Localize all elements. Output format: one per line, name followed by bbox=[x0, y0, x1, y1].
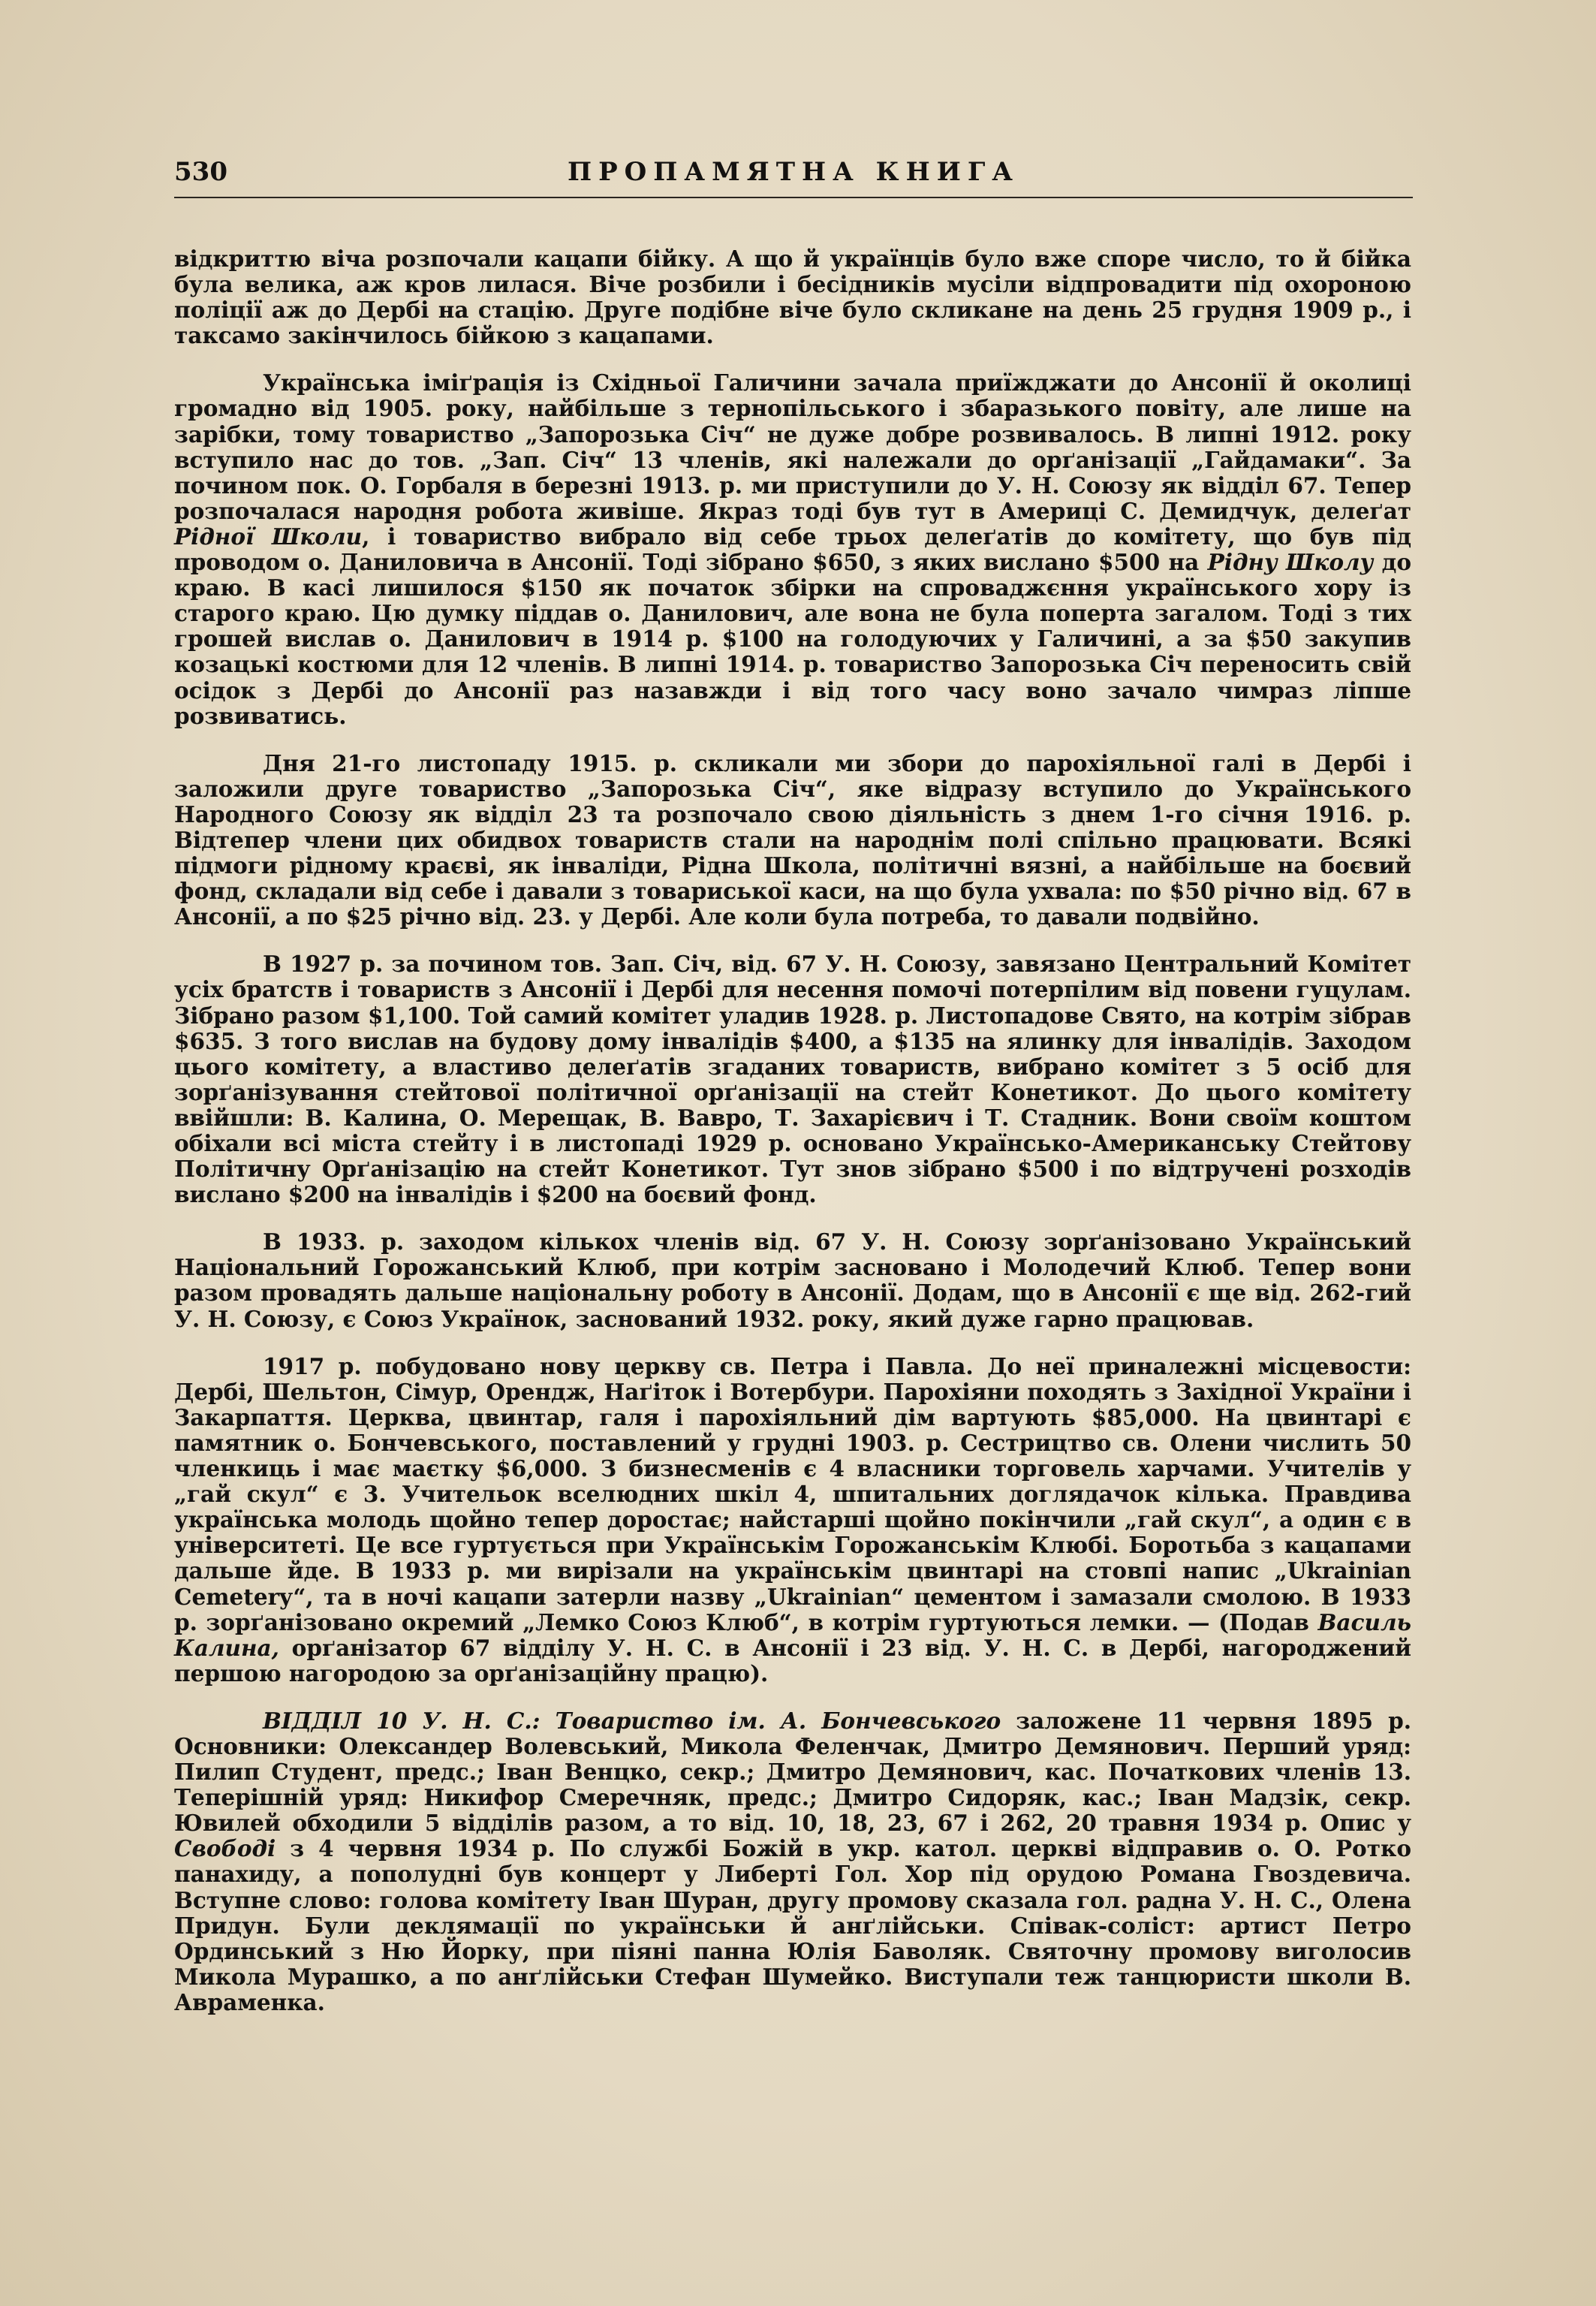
paragraph bbox=[174, 1354, 1411, 1687]
text-run: орґанізатор 67 відділу У. Н. С. в Ансонії і 23 від. У. Н. С. в Дербі, нагороджений першою нагородою за орґанізаційну працю). bbox=[174, 1634, 1411, 1687]
paragraph bbox=[174, 370, 1411, 728]
page-number: 530 bbox=[174, 157, 227, 187]
paragraph bbox=[174, 951, 1411, 1207]
paragraph bbox=[174, 1708, 1411, 2015]
text-run: Дня 21-го листопаду 1915. р. скликали ми збори до парохіяльної галі в Дербі і заложили друге товариство „Запорозька Січ“, яке відразу вступило до Українського Народного Союзу як відділ 23 та розпочало свою діяльність з днем 1-го січня 1916. р. Відтепер члени цих обидвох товариств стали на народнім полі спільно працювати. Всякі підмоги рідному краєві, як інваліди, Рідна Школа, політичні вязні, а найбільше на боєвий фонд, складали від себе і давали з товариської каси, на що була ухвала: по $50 річно від. 67 в Ансонії, а по $25 річно від. 23. у Дербі. Але коли була потреба, то давали подвійно. bbox=[174, 749, 1411, 930]
italic-text: Рідну Школу bbox=[1207, 549, 1374, 576]
paragraph bbox=[174, 1229, 1411, 1331]
text-run: 1917 р. побудовано нову церкву св. Петра і Павла. До неї приналежні місцевости: Дербі, Шельтон, Сімур, Орендж, Наґіток і Вотербури. Парохіяни походять з Західної України і Закарпаття. Церква, цвинтар, галя і парохіяльний дім вартують $85,000. На цвинтарі є памятник о. Бончевського, поставлений у грудні 1903. р. Сестрицтво св. Олени числить 50 членкиць і має маєтку $6,000. З бизнесменів є 4 власники торговель харчами. Учителів у „гай скул“ є 3. Учительок вселюдних шкіл 4, шпитальних доглядачок кілька. Правдива українська молодь щойно тепер доростає; найстарші щойно покінчили „гай скул“, а один є в університеті. Це все гуртується при Українськім Горожанськім Клюбі. Боротьба з кацапами дальше йде. В 1933 р. ми вирізали на українськім цвинтарі на стовпі напис „Ukrainian Cemetery“, та в ночі кацапи затерли назву „Ukrainian“ цементом і замазали смолою. В 1933 р. зорґанізовано окремий „Лемко Союз Клюб“, в котрім гуртуються лемки. — (Подав bbox=[174, 1352, 1411, 1635]
italic-text: ВІДДІЛ 10 У. Н. С.: Товариство ім. А. Бончевського bbox=[263, 1707, 1001, 1734]
text-run: , і товариство вибрало від себе трьох делеґатів до комітету, що був під проводом о. Даниловича в Ансонії. Тоді зібрано $650, з яких вислано $500 на bbox=[174, 523, 1411, 576]
running-title: ПРОПАМЯТНА КНИГА bbox=[567, 157, 1019, 187]
italic-text: Свободі bbox=[174, 1835, 276, 1862]
page-header bbox=[174, 152, 1413, 191]
italic-text: Рідної Школи bbox=[174, 523, 363, 550]
text-run: до краю. В касі лишилося $150 як початок збірки на спроваджєння українського хору із старого краю. Цю думку піддав о. Данилович, але вона не була поперта загалом. Тоді з тих грошей вислав о. Данилович в 1914 р. $100 на голодуючих у Галичині, а за $50 закупив козацькі костюми для 12 членів. В липні 1914. р. товариство Запорозька Січ переносить свій осідок з Дербі до Ансонії раз назавжди і від того часу воно зачало чимраз ліпше розвиватись. bbox=[174, 549, 1412, 729]
header-divider bbox=[174, 197, 1413, 198]
text-run: Українська іміґрація із Східньої Галичини зачала приїжджати до Ансонії й околиці громадно від 1905. року, найбільше з тернопільського і збаразького повіту, але лише на зарібки, тому товариство „Запорозька Січ“ не дуже добре розвивалось. В липні 1912. року вступило нас до тов. „Зап. Січ“ 13 членів, які належали до орґанізації „Гайдамаки“. За почином пок. О. Горбаля в березні 1913. р. ми приступили до У. Н. Союзу як відділ 67. Тепер розпочалася народня робота живіше. Якраз тоді був тут в Америці С. Демидчук, делеґат bbox=[174, 369, 1411, 524]
paragraph bbox=[174, 246, 1411, 348]
body-text bbox=[174, 246, 1411, 2037]
text-run: В 1933. р. заходом кількох членів від. 67 У. Н. Союзу зорґанізовано Український Національний Горожанський Клюб, при котрім засновано і Молодечий Клюб. Тепер вони разом провадять дальше національну роботу в Ансонії. Додам, що в Ансонії є ще від. 262-гий У. Н. Союзу, є Союз Українок, заснований 1932. року, який дуже гарно працював. bbox=[174, 1228, 1411, 1332]
italic-text: Василь Калина, bbox=[174, 1608, 1411, 1661]
text-run: відкриттю віча розпочали кацапи бійку. А що й українців було вже споре число, то й бійка була велика, аж кров лилася. Віче розбили і бесідників мусіли відпровадити під охороною поліції аж до Дербі на стацію. Друге подібне віче було скликане на день 25 грудня 1909 р., і таксамо закінчилось бійкою з кацапами. bbox=[174, 246, 1411, 349]
text-run: з 4 червня 1934 р. По службі Божій в укр. катол. церкві відправив о. О. Ротко панахиду, а пополудні був концерт у Либерті Гол. Хор під орудою Романа Гвоздевича. Вступне слово: голова комітету Іван Шуран, другу промову сказала гол. радна У. Н. С., Олена Придун. Були деклямації по українськи й анґлійськи. Співак-соліст: артист Петро Ординський з Ню Йорку, при піяні панна Юлія Баволяк. Святочну промову виголосив Микола Мурашко, а по анґлійськи Стефан Шумейко. Виступали теж танцюристи школи В. Авраменка. bbox=[174, 1835, 1411, 2015]
text-run: заложене 11 червня 1895 р. Основники: Олександер Волевський, Микола Феленчак, Дмитро Демянович. Перший уряд: Пилип Студент, предс.; Іван Венцко, секр.; Дмитро Демянович, кас. Початкових членів 13. Теперішній уряд: Никифор Смеречняк, предс.; Дмитро Сидоряк, кас.; Іван Мадзік, секр. Ювилей обходили 5 відділів разом, а то від. 10, 18, 23, 67 і 262, 20 травня 1934 р. Опис у bbox=[174, 1707, 1411, 1837]
text-run: В 1927 р. за почином тов. Зап. Січ, від. 67 У. Н. Союзу, завязано Центральний Комітет усіх братств і товариств з Ансонії і Дербі для несення помочі потерпілим від повени гуцулам. Зібрано разом $1,100. Той самий комітет уладив 1928. р. Листопадове Свято, на котрім зібрав $635. З того вислав на будову дому інвалідів $400, а $135 на ялинку для інвалідів. Заходом цього комітету, а властиво делеґатів згаданих товариств, вибрано комітет з 5 осіб для зорґанізування стейтової політичної орґанізації на стейт Конетикот. До цього комітету ввійшли: В. Калина, О. Мерещак, В. Вавро, Т. Захарієвич і Т. Стадник. Вони своїм коштом обіхали всі міста стейту і в листопаді 1929 р. основано Українсько-Американську Стейтову Політичну Орґанізацію на стейт Конетикот. Тут знов зібрано $500 і по відтручені розходів вислано $200 на інвалідів і $200 на боєвий фонд. bbox=[174, 951, 1411, 1208]
paragraph bbox=[174, 751, 1411, 930]
